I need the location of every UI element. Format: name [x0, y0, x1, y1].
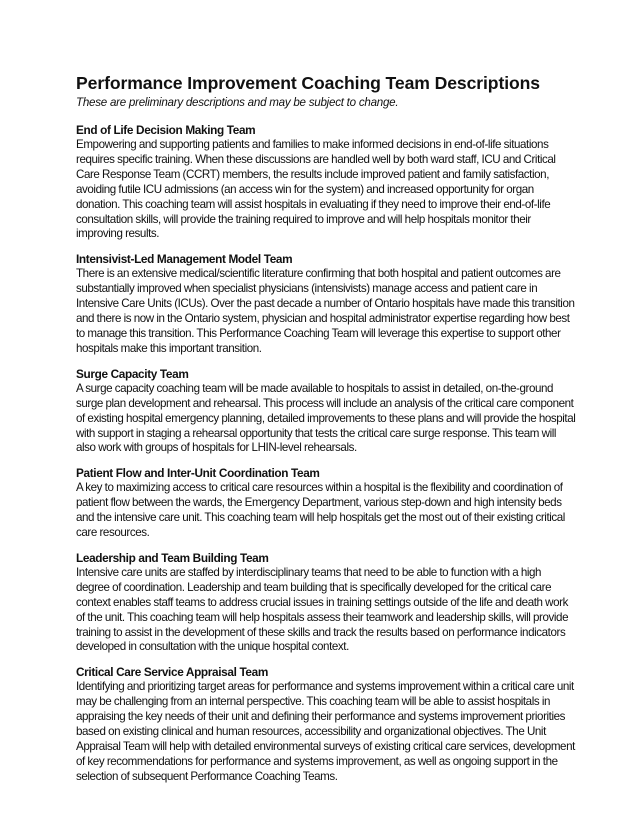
body-line: and the intensive care unit. This coaching team will help hospitals get the most out of their existing critical: [76, 511, 565, 525]
section-intensivist-led: [76, 252, 575, 356]
body-line: patient flow between the wards, the Emergency Department, various step-down and high intensity beds: [76, 496, 562, 510]
body-line: of key recommendations for performance and systems improvement, as well as ongoing support in the: [76, 754, 558, 768]
section-body: [76, 138, 566, 242]
body-line: with support in staging a rehearsal opportunity that tests the critical care surge response. This team will: [76, 426, 557, 440]
body-line: consultation skills, will provide the training required to improve and will help hospitals monitor their: [76, 212, 531, 226]
body-line: A key to maximizing access to critical care resources within a hospital is the flexibility and coordination of: [76, 481, 563, 495]
section-heading: Critical Care Service Appraisal Team: [76, 665, 268, 680]
body-line: requires specific training. When these discussions are handled well by both ward staff, ICU and Critical: [76, 152, 556, 166]
body-line: also work with groups of hospitals for LHIN-level rehearsals.: [76, 441, 357, 455]
section-heading: Leadership and Team Building Team: [76, 550, 269, 565]
body-line: Intensive care units are staffed by interdisciplinary teams that need to be able to function with a high: [76, 565, 542, 579]
section-body: [76, 481, 566, 541]
body-line: avoiding futile ICU admissions (an access win for the system) and increased opportunity for organ: [76, 182, 534, 196]
section-body: [76, 267, 575, 356]
body-line: substantially improved when specialist physicians (intensivists) manage access and patient care in: [76, 282, 538, 296]
body-line: degree of coordination. Leadership and team building that is specifically developed for the critical care: [76, 580, 552, 594]
body-line: may be challenging from an internal perspective. This coaching team will be able to assist hospitals in: [76, 695, 551, 709]
body-line: Intensive Care Units (ICUs). Over the past decade a number of Ontario hospitals have made this transition: [76, 297, 575, 311]
document-subtitle: These are preliminary descriptions and may be subject to change.: [76, 96, 399, 109]
body-line: selection of subsequent Performance Coaching Teams.: [76, 769, 338, 783]
body-line: Appraisal Team will help with detailed environmental surveys of existing critical care services, development: [76, 740, 575, 753]
body-line: donation. This coaching team will assist hospitals in evaluating if they need to improve their end-of-life: [76, 197, 551, 211]
body-line: based on existing clinical and human resources, accessibility and organizational objectives. The Unit: [76, 725, 546, 739]
body-line: care resources.: [76, 526, 150, 540]
section-service-appraisal: [76, 665, 575, 784]
body-line: improving results.: [76, 227, 160, 241]
document-title: Performance Improvement Coaching Team Descriptions: [76, 73, 540, 93]
section-body: [76, 680, 575, 784]
section-heading: Intensivist-Led Management Model Team: [76, 252, 293, 267]
body-line: surge plan development and rehearsal. This process will include an analysis of the critical care component: [76, 396, 574, 410]
section-leadership: [76, 550, 569, 655]
body-line: A surge capacity coaching team will be made available to hospitals to assist in detailed, on-the-ground: [76, 381, 554, 395]
body-line: hospitals make this important transition.: [76, 341, 262, 355]
body-line: Empowering and supporting patients and families to make informed decisions in end-of-life situations: [76, 138, 549, 151]
body-line: of existing hospital emergency planning, detailed improvements to these plans and will provide the hospital: [76, 411, 576, 425]
document-page: [76, 72, 576, 785]
section-surge-capacity: [76, 366, 576, 457]
section-end-of-life: [76, 123, 566, 242]
section-body: [76, 381, 576, 457]
body-line: to manage this transition. This Performance Coaching Team will leverage this expertise to support other: [76, 326, 561, 340]
body-line: and there is now in the Ontario system, physician and hospital administrator expertise regarding how best: [76, 312, 570, 326]
body-line: appraising the key needs of their unit and defining their performance and systems improvement priorities: [76, 710, 566, 724]
body-line: Identifying and prioritizing target areas for performance and systems improvement within a critical care unit: [76, 680, 574, 694]
section-heading: Surge Capacity Team: [76, 366, 189, 381]
body-line: There is an extensive medical/scientific literature confirming that both hospital and patient outcomes are: [76, 267, 561, 281]
body-line: training to assist in the development of these skills and track the results based on performance indicators: [76, 625, 566, 639]
body-line: developed in consultation with the unique hospital context.: [76, 640, 349, 654]
section-patient-flow: [76, 466, 566, 541]
section-heading: End of Life Decision Making Team: [76, 123, 256, 137]
section-body: [76, 565, 569, 655]
section-heading: Patient Flow and Inter-Unit Coordination Team: [76, 466, 320, 481]
body-line: Care Response Team (CCRT) members, the results include improved patient and family satisfaction,: [76, 167, 549, 181]
body-line: of the unit. This coaching team will help hospitals assess their teamwork and leadership skills, will provide: [76, 610, 569, 624]
body-line: context enables staff teams to address crucial issues in training settings outside of the life and death work: [76, 595, 568, 609]
